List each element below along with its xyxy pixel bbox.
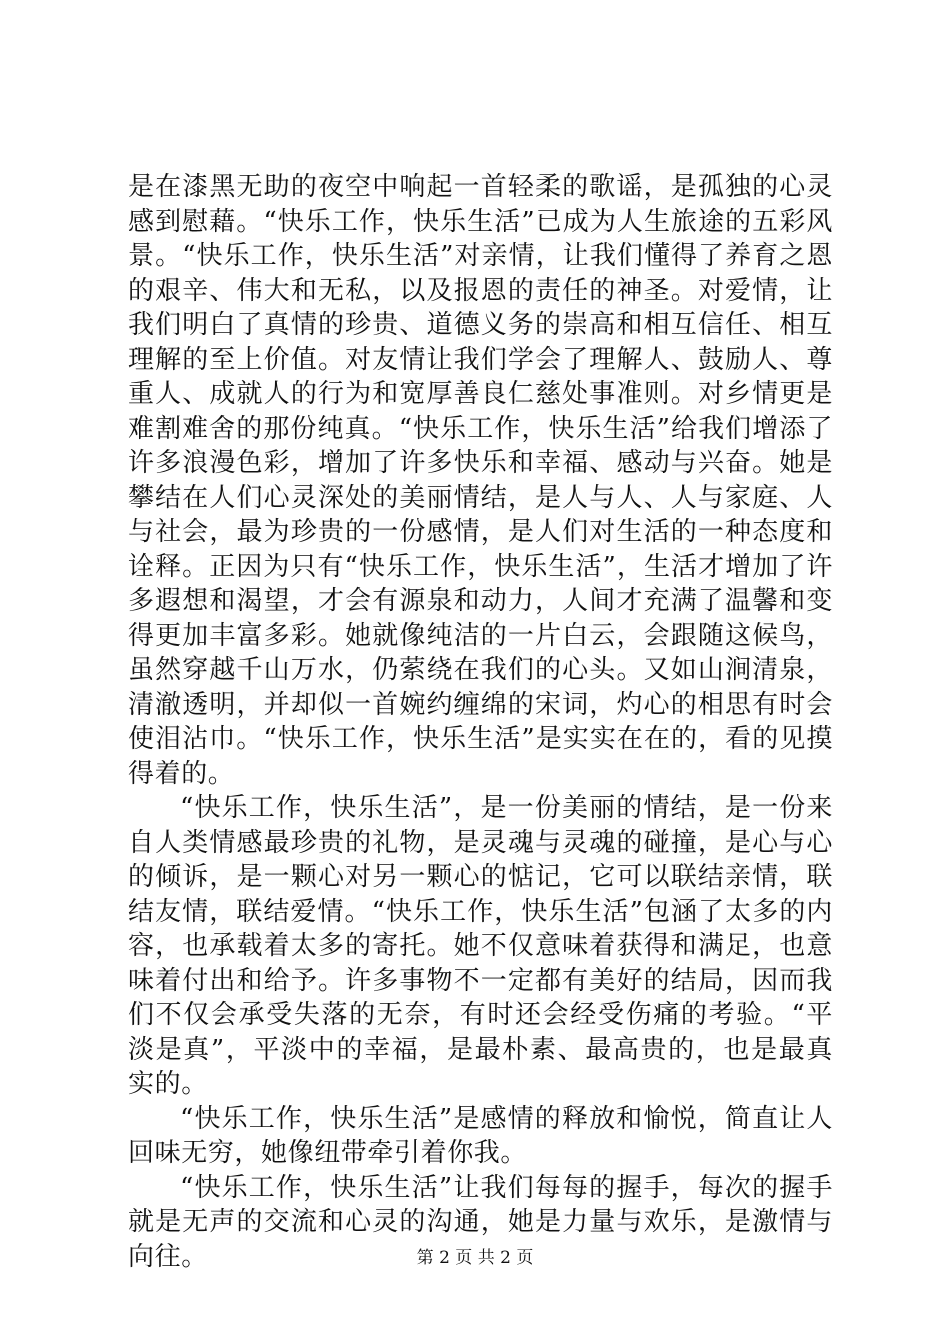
paragraph-4: “快乐工作，快乐生活”让我们每每的握手，每次的握手就是无声的交流和心灵的沟通，她是力量与欢乐，是激情与向往。 <box>128 1172 833 1272</box>
document-body <box>128 170 833 1274</box>
paragraph-1: 是在漆黑无助的夜空中响起一首轻柔的歌谣，是孤独的心灵感到慰藉。“快乐工作，快乐生活”已成为人生旅途的五彩风景。“快乐工作，快乐生活”对亲情，让我们懂得了养育之恩的艰辛、伟大和无私，以及报恩的责任的神圣。对爱情，让我们明白了真情的珍贵、道德义务的崇高和相互信任、相互理解的至上价值。对友情让我们学会了理解人、鼓励人、尊重人、成就人的行为和宽厚善良仁慈处事准则。对乡情更是难割难舍的那份纯真。“快乐工作，快乐生活”给我们增添了许多浪漫色彩，增加了许多快乐和幸福、感动与兴奋。她是攀结在人们心灵深处的美丽情结，是人与人、人与家庭、人与社会，最为珍贵的一份感情，是人们对生活的一种态度和诠释。正因为只有“快乐工作，快乐生活”，生活才增加了许多遐想和渴望，才会有源泉和动力，人间才充满了温馨和变得更加丰富多彩。她就像纯洁的一片白云，会跟随这候鸟，虽然穿越千山万水，仍萦绕在我们的心头。又如山涧清泉，清澈透明，并却似一首婉约缠绵的宋词，灼心的相思有时会使泪沾巾。“快乐工作，快乐生活”是实实在在的，看的见摸得着的。 <box>128 172 833 789</box>
page-footer: 第 2 页 共 2 页 <box>416 1248 534 1268</box>
paragraph-2: “快乐工作，快乐生活”，是一份美丽的情结，是一份来自人类情感最珍贵的礼物，是灵魂与灵魂的碰撞，是心与心的倾诉，是一颗心对另一颗心的惦记，它可以联结亲情，联结友情，联结爱情。“快乐工作，快乐生活”包涵了太多的内容，也承载着太多的寄托。她不仅意味着获得和满足，也意味着付出和给予。许多事物不一定都有美好的结局，因而我们不仅会承受失落的无奈，有时还会经受伤痛的考验。“平淡是真”，平淡中的幸福，是最朴素、最高贵的，也是最真实的。 <box>128 793 833 1099</box>
paragraph-3: “快乐工作，快乐生活”是感情的释放和愉悦，简直让人回味无穷，她像纽带牵引着你我。 <box>128 1103 833 1168</box>
